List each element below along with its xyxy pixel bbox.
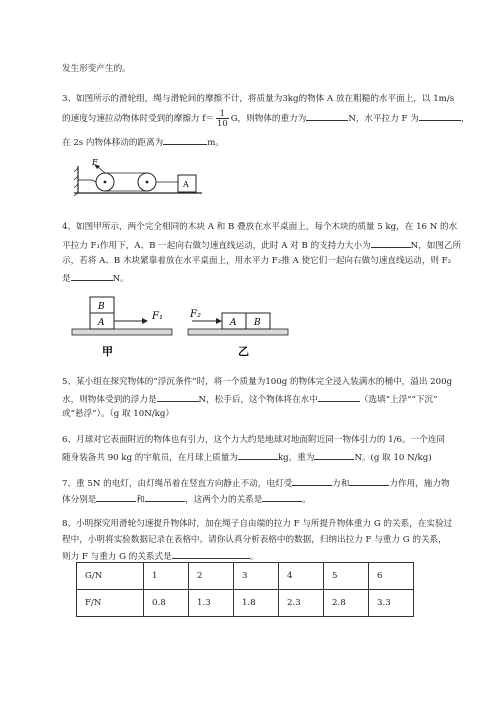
question-8-line-3	[62, 549, 258, 563]
text-fragment: ，	[460, 114, 470, 124]
table-header-cell: 4	[279, 563, 324, 590]
text-fragment: 。	[302, 495, 311, 505]
text-fragment: 力作用，施力物	[389, 479, 450, 489]
text-fragment: 水，则物体受到的浮力是	[62, 395, 157, 405]
question-8-line-2	[62, 534, 447, 546]
text-fragment: 8、小明探究用滑轮匀速提升物体时，加在绳子自由端的拉力 F 与所提升物体重力 G 的关系，在实验过	[62, 519, 453, 529]
block-label: A	[230, 318, 237, 328]
table-cell: 0.8	[144, 590, 189, 617]
fraction-numerator: 1	[216, 109, 229, 119]
text-fragment: 。	[249, 552, 259, 562]
force-label: F₁	[152, 311, 163, 322]
question-5-line-1	[62, 376, 452, 388]
arrow-head	[142, 318, 148, 324]
block-label: B	[98, 302, 105, 312]
fraction	[216, 109, 229, 128]
answer-blank[interactable]	[145, 492, 185, 502]
force-label: F	[92, 158, 98, 167]
text-fragment: 和	[136, 495, 145, 505]
table-header-cell: 5	[324, 563, 369, 590]
text-fragment: G，则物体的重力为	[230, 114, 307, 124]
text-fragment: 6、月球对它表面附近的物体也有引力，这个力大约是地球对地面附近同一物体引力的 1/6。一个连同	[62, 435, 445, 445]
fraction-denominator: 10	[217, 118, 228, 128]
text-fragment: 7、重 5N 的电灯，由灯绳吊着在竖直方向静止不动，电灯受	[62, 479, 293, 489]
question-3-line-1	[62, 93, 454, 105]
text-fragment: 是	[62, 274, 71, 284]
question-5-line-3	[62, 408, 174, 420]
pulley-figure	[70, 158, 210, 200]
table-surface	[188, 329, 288, 335]
rope	[92, 180, 96, 182]
question-4-line-3	[62, 255, 451, 267]
text-fragment: 3、如图所示的滑轮组，绳与滑轮间的摩擦不计，将质量为3kg的物体 A 放在粗糙的水平面上，以 1m/s	[62, 94, 455, 104]
text-line	[62, 63, 131, 75]
answer-blank[interactable]	[306, 111, 348, 121]
table-row	[77, 563, 414, 590]
text-fragment: 在 2s 内物体移动的距离为	[62, 138, 164, 148]
text-fragment: N。	[112, 274, 129, 284]
block-label: B	[254, 318, 261, 328]
text-fragment: kg，重为	[277, 453, 315, 463]
text-fragment: 示，若将 A、B 木块紧靠着放在水平桌面上，用水平力 F₂推 A 使它们一起向右做匀速直线运动，则 F₂	[62, 256, 452, 266]
table-header-cell: 1	[144, 563, 189, 590]
table-cell: 1.3	[189, 590, 234, 617]
table-cell: F/N	[77, 590, 144, 617]
table-cell: 2.3	[279, 590, 324, 617]
question-7-line-2	[62, 492, 311, 506]
question-3-line-3	[62, 135, 224, 149]
blocks-figure	[70, 293, 300, 363]
question-3-line-2	[62, 109, 469, 128]
table-cell: 3.3	[369, 590, 414, 617]
block-label: A	[183, 180, 189, 189]
text-fragment: 4、如图甲所示，两个完全相同的木块 A 和 B 叠放在水平桌面上，每个木块的质量 5 kg，在 16 N 的水	[62, 222, 458, 232]
figure-caption: 乙	[238, 345, 249, 358]
question-5-line-2	[62, 392, 438, 406]
data-table	[76, 562, 414, 617]
question-4-line-1	[62, 221, 457, 233]
text-fragment: 的速度匀速拉动物体时受到的摩擦力 f＝	[62, 114, 215, 124]
table-surface	[72, 329, 172, 335]
answer-blank[interactable]	[71, 271, 113, 281]
text-fragment: ，这两个力的关系是	[185, 495, 263, 505]
question-6-line-1	[62, 434, 445, 446]
answer-blank[interactable]	[318, 392, 360, 402]
table-cell: 2.8	[324, 590, 369, 617]
answer-blank[interactable]	[96, 492, 136, 502]
table-header-cell: G/N	[77, 563, 144, 590]
answer-blank[interactable]	[349, 476, 389, 486]
table-cell: 1.8	[234, 590, 279, 617]
text-fragment: 体分别是	[62, 495, 97, 505]
text-fragment: 或“悬浮”）。（g 取 10N/kg）	[62, 409, 174, 419]
text-fragment: 则力 F 与重力 G 的关系式是	[62, 552, 172, 562]
question-7-line-1	[62, 476, 450, 490]
block-label: A	[98, 318, 105, 328]
text-fragment: 发生形变产生的。	[62, 64, 131, 74]
table-header-cell: 6	[369, 563, 414, 590]
answer-blank[interactable]	[238, 450, 278, 460]
table-row	[77, 590, 414, 617]
answer-blank[interactable]	[157, 392, 199, 402]
text-fragment: 程中，小明将实验数据记录在表格中。请你认真分析表格中的数据，归纳出拉力 F 与重力 G 的关系，	[62, 535, 447, 545]
pulley-axle	[104, 181, 107, 184]
table-header-cell: 2	[189, 563, 234, 590]
text-fragment: N。(g 取 10 N/kg)	[354, 453, 432, 463]
text-fragment: m。	[207, 138, 225, 148]
question-4-line-4	[62, 271, 129, 285]
answer-blank[interactable]	[172, 549, 250, 559]
pulley-axle	[146, 181, 149, 184]
text-fragment: 平拉力 F₁作用下，A、B 一起向右做匀速直线运动，此时 A 对 B 的支持力大小为	[62, 241, 371, 251]
text-fragment: （选填“上浮”“下沉”	[359, 395, 438, 405]
text-fragment: 5、某小组在探究物体的“浮沉条件”时，将一个质量为100g 的物体完全浸入装满水的桶中，溢出 200g	[62, 377, 453, 387]
text-fragment: 力和	[332, 479, 350, 489]
figure-caption: 甲	[102, 345, 113, 358]
text-fragment: 随身装备共 90 kg 的宇航员，在月球上质量为	[62, 453, 238, 463]
answer-blank[interactable]	[419, 111, 461, 121]
text-fragment: N，松手后，这个物体将在水中	[198, 395, 318, 405]
answer-blank[interactable]	[314, 450, 354, 460]
answer-blank[interactable]	[292, 476, 332, 486]
answer-blank[interactable]	[163, 135, 207, 145]
force-arrow	[98, 167, 105, 173]
text-fragment: N，如图乙所	[410, 241, 462, 251]
question-8-line-1	[62, 518, 452, 530]
arrow-head	[216, 318, 222, 324]
question-4-line-2	[62, 238, 461, 252]
answer-blank[interactable]	[262, 492, 302, 502]
question-6-line-2	[62, 450, 432, 464]
answer-blank[interactable]	[371, 238, 411, 248]
table-header-cell: 3	[234, 563, 279, 590]
force-label: F₂	[190, 309, 201, 320]
text-fragment: N，水平拉力 F 为	[348, 114, 419, 124]
